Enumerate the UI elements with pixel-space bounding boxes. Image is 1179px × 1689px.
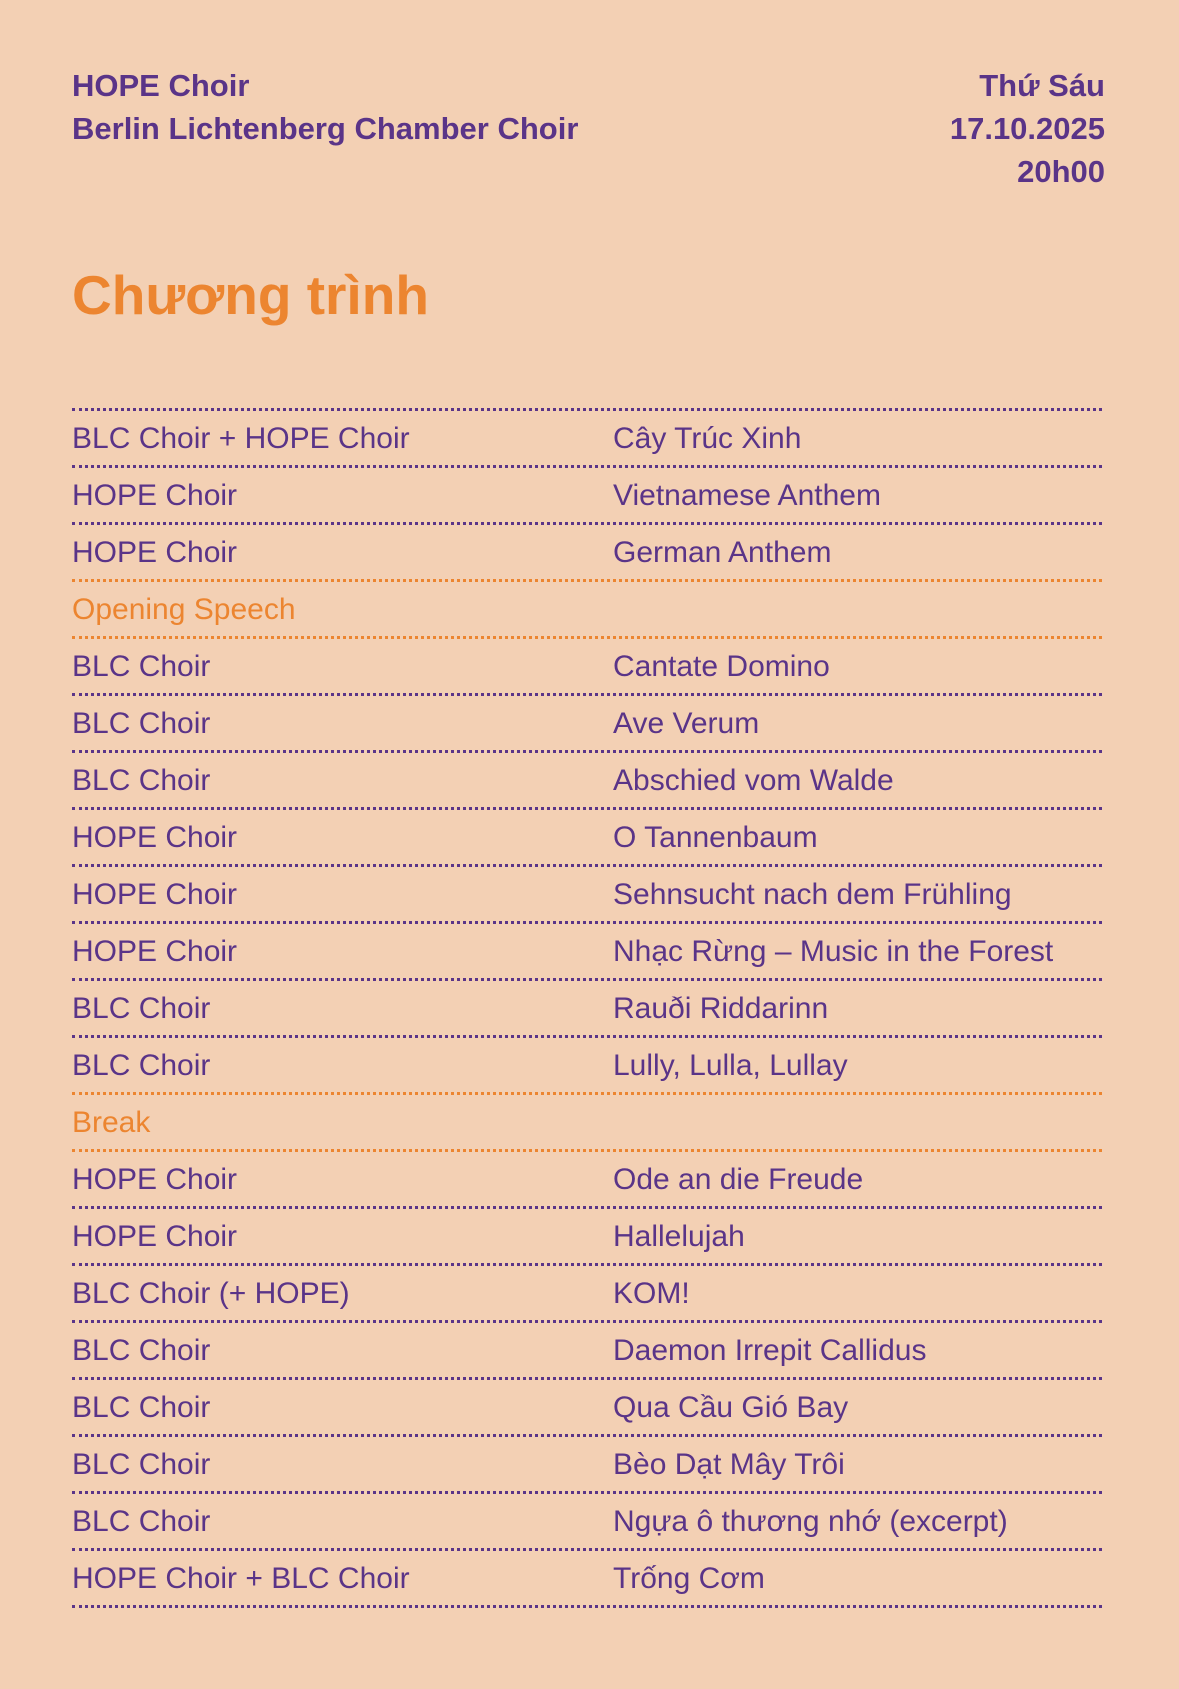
program-row <box>72 981 1102 1038</box>
event-time: 20h00 <box>1017 154 1105 189</box>
piece-title: Nhạc Rừng – Music in the Forest <box>613 935 1054 968</box>
section-label: Opening Speech <box>72 593 296 626</box>
program-row <box>72 1437 1102 1494</box>
performer: HOPE Choir <box>72 536 238 569</box>
event-date: 17.10.2025 <box>949 111 1105 146</box>
event-day: Thứ Sáu <box>979 68 1105 103</box>
piece-title: Hallelujah <box>613 1220 745 1253</box>
program-row <box>72 696 1102 753</box>
performer: BLC Choir <box>72 1505 211 1538</box>
program-row <box>72 468 1102 525</box>
piece-title: Ave Verum <box>613 707 760 740</box>
piece-title: KOM! <box>613 1277 690 1310</box>
performer: BLC Choir (+ HOPE) <box>72 1277 350 1310</box>
performer: BLC Choir <box>72 707 211 740</box>
performer: HOPE Choir + BLC Choir <box>72 1562 410 1595</box>
piece-title: Cantate Domino <box>613 650 830 683</box>
performer: BLC Choir + HOPE Choir <box>72 422 410 455</box>
piece-title: Ngựa ô thương nhớ (excerpt) <box>613 1505 1008 1538</box>
performer: HOPE Choir <box>72 821 238 854</box>
piece-title: Cây Trúc Xinh <box>613 422 802 455</box>
ensembles <box>72 64 578 150</box>
program-row <box>72 810 1102 867</box>
program-row <box>72 867 1102 924</box>
program-row <box>72 1209 1102 1266</box>
performer: HOPE Choir <box>72 878 238 911</box>
piece-title: Ode an die Freude <box>613 1163 864 1196</box>
program-section <box>72 1095 1102 1152</box>
program-row <box>72 1551 1102 1608</box>
piece-title: Lully, Lulla, Lullay <box>613 1049 848 1082</box>
piece-title: Qua Cầu Gió Bay <box>613 1391 849 1424</box>
performer: BLC Choir <box>72 764 211 797</box>
performer: BLC Choir <box>72 1448 211 1481</box>
ensemble-hope: HOPE Choir <box>72 68 250 103</box>
program-row <box>72 525 1102 582</box>
program-row <box>72 753 1102 810</box>
piece-title: O Tannenbaum <box>613 821 818 854</box>
program-list <box>72 408 1102 1608</box>
performer: BLC Choir <box>72 650 211 683</box>
performer: BLC Choir <box>72 992 211 1025</box>
piece-title: German Anthem <box>613 536 832 569</box>
program-row <box>72 924 1102 981</box>
section-label: Break <box>72 1106 151 1139</box>
program-row <box>72 1323 1102 1380</box>
piece-title: Sehnsucht nach dem Frühling <box>613 878 1012 911</box>
piece-title: Rauði Riddarinn <box>613 992 829 1025</box>
event-datetime <box>950 64 1105 193</box>
program-row <box>72 639 1102 696</box>
program-section <box>72 582 1102 639</box>
performer: BLC Choir <box>72 1334 211 1367</box>
program-row <box>72 1380 1102 1437</box>
program-row <box>72 1266 1102 1323</box>
performer: BLC Choir <box>72 1049 211 1082</box>
piece-title: Bèo Dạt Mây Trôi <box>613 1448 845 1481</box>
program-row <box>72 1152 1102 1209</box>
performer: BLC Choir <box>72 1391 211 1424</box>
program-row <box>72 411 1102 468</box>
performer: HOPE Choir <box>72 1220 238 1253</box>
performer: HOPE Choir <box>72 479 238 512</box>
piece-title: Abschied vom Walde <box>613 764 894 797</box>
page-title: Chương trình <box>72 264 429 326</box>
piece-title: Trống Cơm <box>613 1562 765 1595</box>
ensemble-blc: Berlin Lichtenberg Chamber Choir <box>72 111 579 146</box>
program-row <box>72 1494 1102 1551</box>
performer: HOPE Choir <box>72 1163 238 1196</box>
performer: HOPE Choir <box>72 935 238 968</box>
piece-title: Daemon Irrepit Callidus <box>613 1334 927 1367</box>
program-row <box>72 1038 1102 1095</box>
piece-title: Vietnamese Anthem <box>613 479 881 512</box>
